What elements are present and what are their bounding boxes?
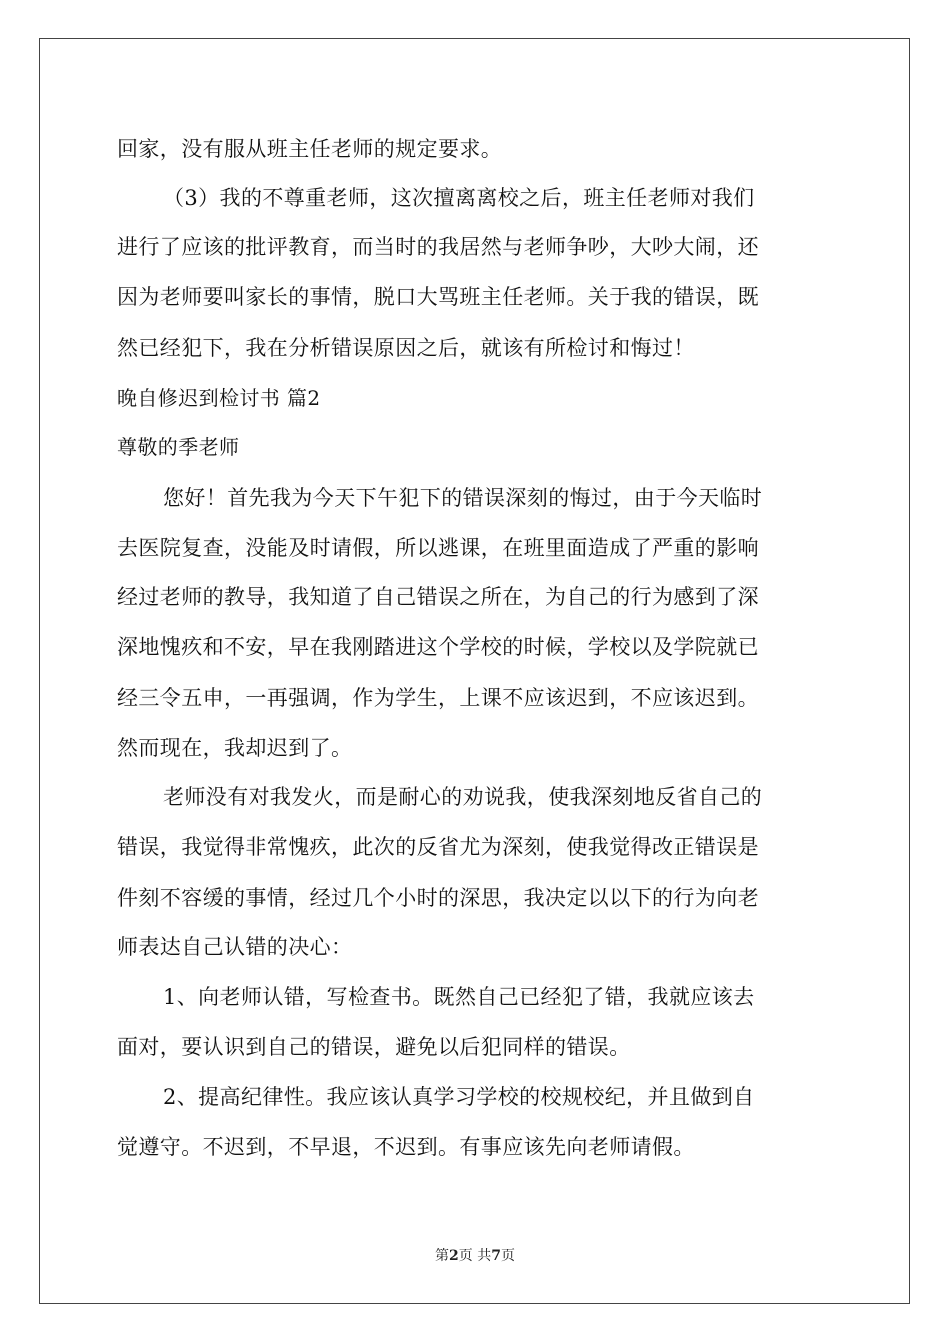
text-line: 1、向老师认错，写检查书。既然自己已经犯了错，我就应该去 — [163, 985, 755, 1009]
section-heading: 晚自修迟到检讨书 篇2 — [117, 386, 321, 410]
text-line: （3）我的不尊重老师，这次擅离离校之后，班主任老师对我们 — [163, 186, 755, 210]
text-line: 经过老师的教导，我知道了自己错误之所在，为自己的行为感到了深 — [117, 585, 759, 609]
text-line: 然而现在，我却迟到了。 — [117, 736, 353, 760]
text-line: 面对，要认识到自己的错误，避免以后犯同样的错误。 — [117, 1035, 631, 1059]
text-line: 因为老师要叫家长的事情，脱口大骂班主任老师。关于我的错误，既 — [117, 285, 759, 309]
page-suffix: 页 — [500, 1248, 515, 1264]
text-line: 老师没有对我发火，而是耐心的劝说我，使我深刻地反省自己的 — [163, 785, 763, 809]
text-line: 觉遵守。不迟到，不早退，不迟到。有事应该先向老师请假。 — [117, 1135, 695, 1159]
page-prefix: 第 — [435, 1248, 450, 1264]
text-line: 错误，我觉得非常愧疚，此次的反省尤为深刻，使我觉得改正错误是 — [117, 835, 759, 859]
text-line: 经三令五申，一再强调，作为学生，上课不应该迟到，不应该迟到。 — [117, 686, 759, 710]
text-line: 件刻不容缓的事情，经过几个小时的深思，我决定以以下的行为向老 — [117, 886, 759, 910]
page-current: 2 — [449, 1248, 459, 1264]
page-footer — [0, 1247, 950, 1265]
text-line: 您好！首先我为今天下午犯下的错误深刻的悔过，由于今天临时 — [163, 486, 763, 510]
text-line: 深地愧疚和不安，早在我刚踏进这个学校的时候，学校以及学院就已 — [117, 635, 759, 659]
text-line: 进行了应该的批评教育，而当时的我居然与老师争吵，大吵大闹，还 — [117, 235, 759, 259]
text-line: 去医院复查，没能及时请假，所以逃课，在班里面造成了严重的影响 — [117, 536, 759, 560]
text-line: 师表达自己认错的决心： — [117, 935, 353, 959]
page-total: 7 — [491, 1248, 501, 1264]
page-border — [39, 38, 910, 1304]
page-mid: 页 共 — [458, 1248, 492, 1264]
text-line: 回家，没有服从班主任老师的规定要求。 — [117, 137, 503, 161]
text-line: 然已经犯下，我在分析错误原因之后，就该有所检讨和悔过！ — [117, 336, 695, 360]
salutation: 尊敬的季老师 — [117, 435, 240, 459]
text-line: 2、提高纪律性。我应该认真学习学校的校规校纪，并且做到自 — [163, 1085, 755, 1109]
